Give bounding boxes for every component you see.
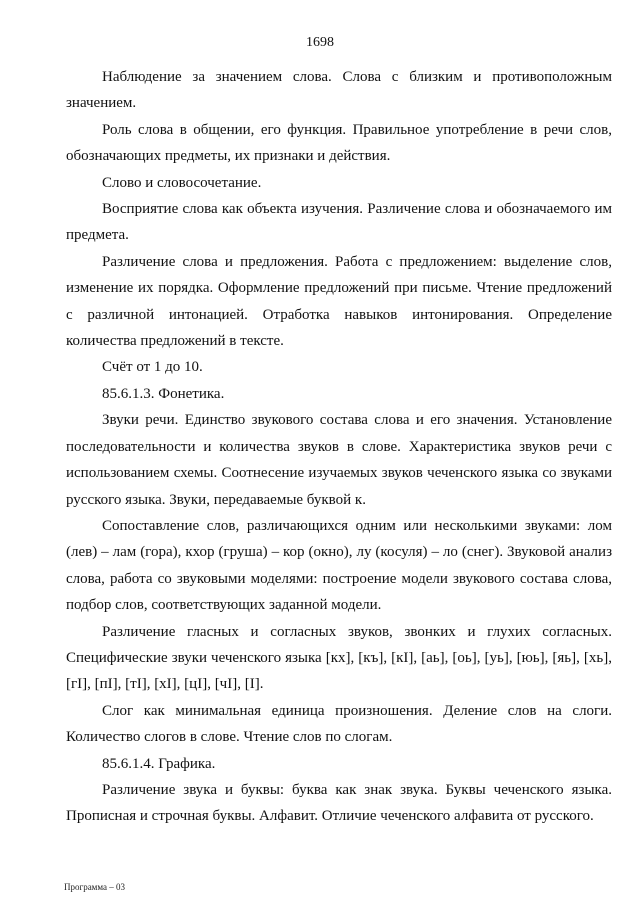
document-body <box>66 64 612 830</box>
paragraph-vowels-consonants: Различение гласных и согласных звуков, звонких и глухих согласных. Специфические звуки чеченского языка [кх], [къ], [кI], [аь], [оь], [уь], [юь], [яь], [хь], [гI], [пI], [тI], [хI], [цI], [чI], [I]. <box>66 623 612 693</box>
section-heading-graphics: 85.6.1.4. Графика. <box>102 755 216 772</box>
page-number: 1698 <box>306 35 334 50</box>
paragraph-word-role: Роль слова в общении, его функция. Правильное употребление в речи слов, обозначающих предметы, их признаки и действия. <box>66 121 612 165</box>
paragraph-sound-letter: Различение звука и буквы: буква как знак звука. Буквы чеченского языка. Прописная и строчная буквы. Алфавит. Отличие чеченского алфавита от русского. <box>66 781 612 825</box>
paragraph-speech-sounds: Звуки речи. Единство звукового состава слова и его значения. Установление последовательности и количества звуков в слове. Характеристика звуков речи с использованием схемы. Соотнесение изучаемых звуков чеченского языка со звуками русского языка. Звуки, передаваемые буквой к. <box>66 412 612 508</box>
paragraph-syllables: Слог как минимальная единица произношения. Деление слов на слоги. Количество слогов в слове. Чтение слов по слогам. <box>66 702 612 746</box>
paragraph-word-perception: Восприятие слова как объекта изучения. Различение слова и обозначаемого им предмета. <box>66 201 612 244</box>
paragraph-sentence-work: Различение слова и предложения. Работа с предложением: выделение слов, изменение их порядка. Оформление предложений при письме. Чтение предложений с различной интонацией. Отработка навыков интонирования. Определение количества предложений в тексте. <box>66 253 612 350</box>
paragraph-counting: Счёт от 1 до 10. <box>102 359 203 376</box>
section-heading-phonetics: 85.6.1.3. Фонетика. <box>102 385 225 402</box>
paragraph-word-meaning: Наблюдение за значением слова. Слова с близким и противоположным значением. <box>66 69 612 112</box>
page-footer: Программа – 03 <box>64 882 126 892</box>
paragraph-word-comparison: Сопоставление слов, различающихся одним или несколькими звуками: лом (лев) – лам (гора), кхор (груша) – кор (окно), лу (косуля) – ло (снег). Звуковой анализ слова, работа со звуковыми моделями: построение модели звукового состава слова, подбор слов, соответствующих заданной модели. <box>66 517 612 614</box>
paragraph-word-phrase: Слово и словосочетание. <box>102 174 262 191</box>
